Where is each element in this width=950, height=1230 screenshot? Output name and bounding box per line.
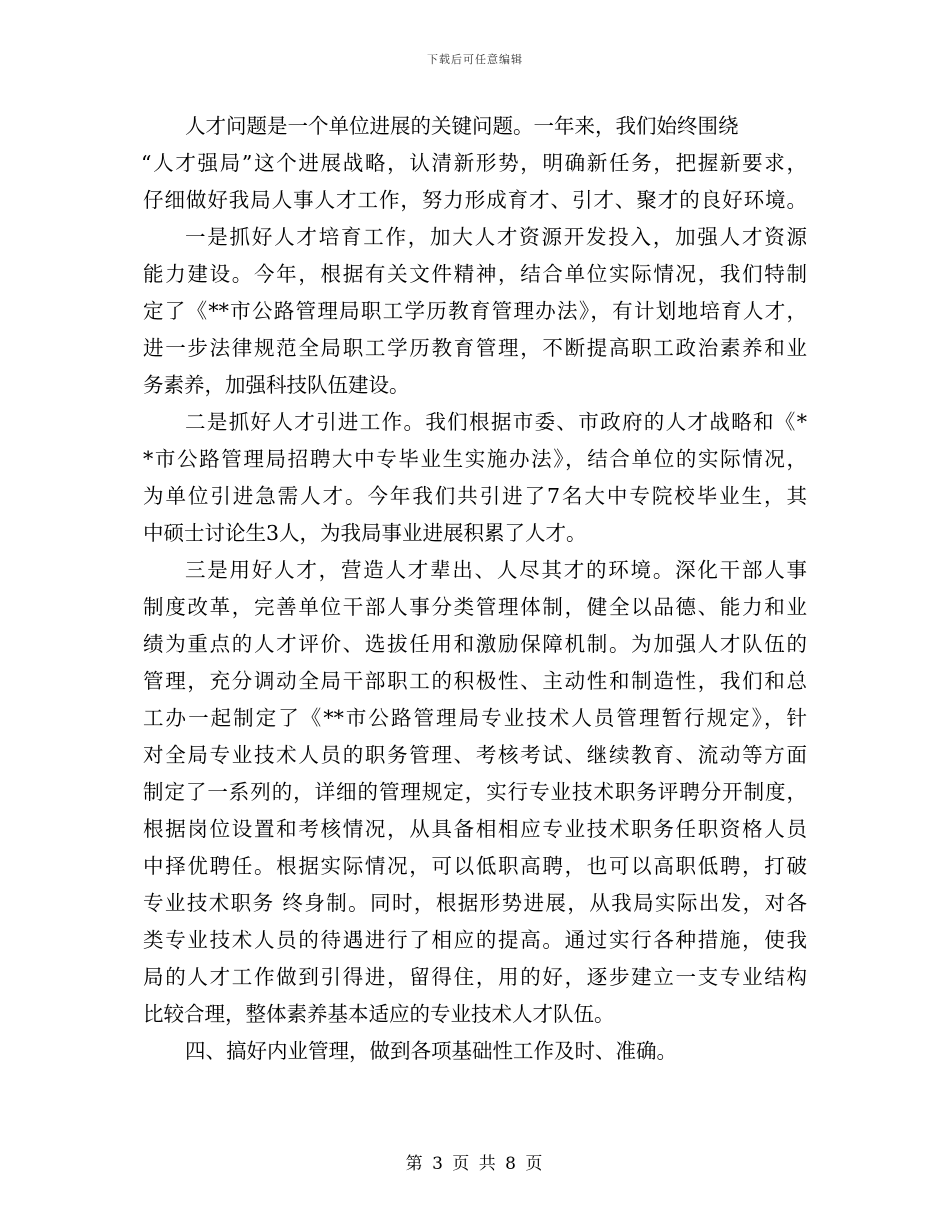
page-header: 下载后可任意编辑: [427, 53, 523, 66]
body-line: 专业技术职务 终身制。同时，根据形势进展，从我局实际出发，对各: [143, 891, 807, 915]
body-line: 能力建设。今年，根据有关文件精神，结合单位实际情况，我们特制: [143, 262, 807, 286]
body-line: 比较合理，整体素养基本适应的专业技术人才队伍。: [143, 1002, 615, 1026]
body-line: 中硕士讨论生3人，为我局事业进展积累了人才。: [143, 521, 587, 545]
body-line: 对全局专业技术人员的职务管理、考核考试、继续教育、流动等方面: [143, 743, 807, 767]
body-line: *市公路管理局招聘大中专毕业生实施办法》，结合单位的实际情况，: [143, 447, 807, 471]
body-line: 类专业技术人员的待遇进行了相应的提高。通过实行各种措施，使我: [143, 928, 807, 952]
body-line: 二是抓好人才引进工作。我们根据市委、市政府的人才战略和《*: [185, 410, 807, 434]
page-number-footer: 第 3 页 共 8 页: [405, 1154, 545, 1174]
body-line: 三是用好人才，营造人才辈出、人尽其才的环境。深化干部人事: [185, 558, 807, 582]
body-line: 仔细做好我局人事人才工作，努力形成育才、引才、聚才的良好环境。: [143, 188, 807, 212]
body-line: “人才强局”这个进展战略，认清新形势，明确新任务，把握新要求，: [141, 151, 807, 175]
body-line: 中择优聘任。根据实际情况，可以低职高聘，也可以高职低聘，打破: [143, 854, 807, 878]
body-line: 人才问题是一个单位进展的关键问题。一年来，我们始终围绕: [185, 114, 739, 138]
body-line: 制度改革，完善单位干部人事分类管理体制，健全以品德、能力和业: [143, 595, 807, 619]
body-line: 管理，充分调动全局干部职工的积极性、主动性和制造性，我们和总: [143, 669, 807, 693]
body-line: 务素养，加强科技队伍建设。: [143, 373, 410, 397]
body-line: 制定了一系列的，详细的管理规定，实行专业技术职务评聘分开制度，: [143, 780, 807, 804]
body-line: 为单位引进急需人才。今年我们共引进了7名大中专院校毕业生，其: [143, 484, 807, 508]
body-line: 局的人才工作做到引得进，留得住，用的好，逐步建立一支专业结构: [143, 965, 807, 989]
body-line: 工办一起制定了《**市公路管理局专业技术人员管理暂行规定》，针: [143, 706, 807, 730]
body-line: 四、搞好内业管理，做到各项基础性工作及时、准确。: [185, 1039, 677, 1063]
body-line: 绩为重点的人才评价、选拔任用和激励保障机制。为加强人才队伍的: [143, 632, 807, 656]
body-line: 一是抓好人才培育工作，加大人才资源开发投入，加强人才资源: [185, 225, 807, 249]
body-line: 根据岗位设置和考核情况，从具备相相应专业技术职务任职资格人员: [143, 817, 807, 841]
document-body: [143, 108, 807, 1070]
body-line: 进一步法律规范全局职工学历教育管理，不断提高职工政治素养和业: [143, 336, 807, 360]
body-line: 定了《**市公路管理局职工学历教育管理办法》，有计划地培育人才，: [143, 299, 807, 323]
